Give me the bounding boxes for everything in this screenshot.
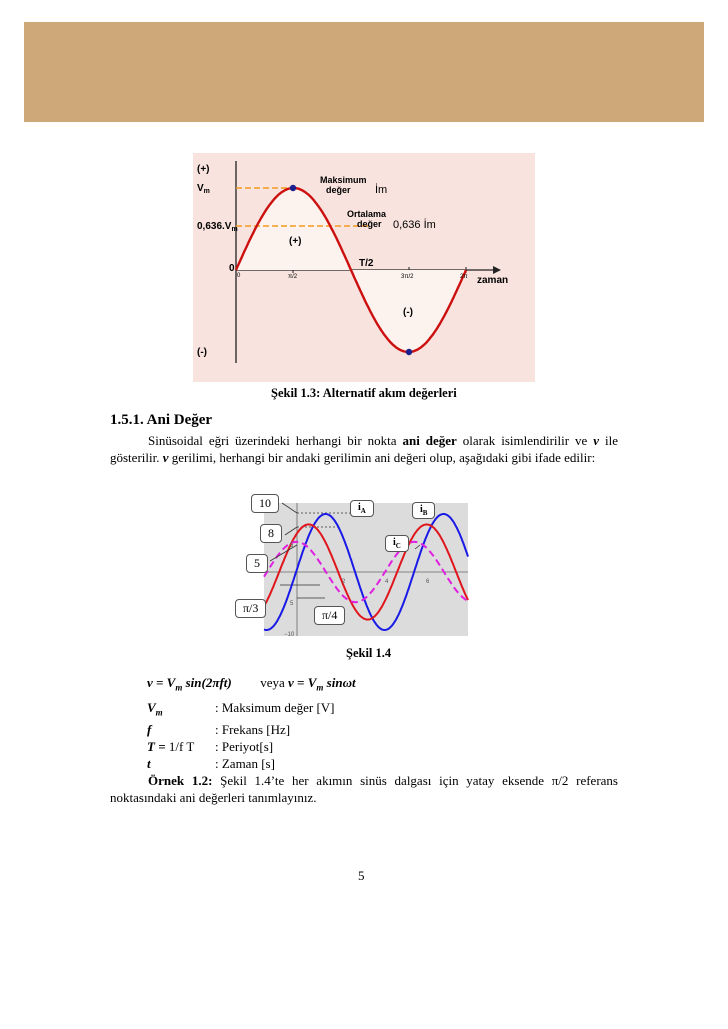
tick-neg10: −10 bbox=[284, 632, 295, 638]
example-paragraph: Örnek 1.2: Şekil 1.4’te her akımın sinüs dalgası için yatay eksende π/2 referans noktasındaki ani değerleri tanımlayınız. bbox=[110, 773, 618, 805]
figure2-caption: Şekil 1.4 bbox=[346, 646, 392, 660]
avg-im-label: 0,636 İm bbox=[393, 219, 436, 231]
label-iA: $i_A$ bbox=[350, 500, 374, 517]
callout-8: 8 bbox=[260, 524, 282, 543]
max-label-1: Maksimum bbox=[320, 175, 367, 185]
avg-label-2: değer bbox=[357, 219, 382, 229]
im-label: İm bbox=[375, 184, 388, 196]
def-row-t-time: t : Zaman [s] bbox=[147, 756, 275, 772]
positive-region-label: (+) bbox=[289, 236, 302, 247]
callout-pi4: π/4 bbox=[314, 606, 345, 625]
section-heading: 1.5.1. Ani Değer bbox=[110, 412, 213, 428]
y-top-label: (+) bbox=[197, 164, 210, 175]
section-paragraph: Sinüsoidal eğri üzerindeki herhangi bir nokta ani değer olarak isimlendirilir ve v ile gösterilir. v gerilimi, herhangi bir andaki gerilimin ani değeri olup, aşağıdaki gibi ifade edilir: bbox=[110, 433, 618, 465]
y-bottom-label: (-) bbox=[197, 347, 207, 358]
t-half-label: T/2 bbox=[359, 258, 374, 269]
plot-background bbox=[264, 503, 468, 636]
page-number: 5 bbox=[358, 868, 365, 883]
callout-10: 10 bbox=[251, 494, 279, 513]
def-row-vm: $V_m$ : Maksimum değer [V] bbox=[147, 699, 335, 718]
ac-values-diagram bbox=[193, 153, 535, 382]
header-band bbox=[24, 22, 704, 122]
def-row-t-period: T = 1/f T : Periyot[s] bbox=[147, 739, 274, 755]
figure-three-currents bbox=[230, 493, 470, 638]
callout-pi3: π/3 bbox=[235, 599, 266, 618]
x-pi2-tick: π/2 bbox=[288, 274, 298, 280]
zero-label: 0 bbox=[229, 263, 235, 274]
max-label-2: değer bbox=[326, 185, 351, 195]
avg-label-1: Ortalama bbox=[347, 209, 387, 219]
x-3pi2-tick: 3π/2 bbox=[401, 274, 414, 280]
def-row-f: f : Frekans [Hz] bbox=[147, 722, 291, 738]
label-iB: $i_B$ bbox=[412, 502, 435, 519]
formula-line: $v = V_m$ sin(2πft) veya $v = V_m$ sinωt bbox=[147, 675, 356, 693]
x-2pi-tick: 2π bbox=[460, 274, 468, 280]
formula-block bbox=[147, 674, 356, 772]
tick-5: 5 bbox=[290, 543, 294, 549]
max-point bbox=[290, 185, 296, 191]
x-zero-tick: 0 bbox=[237, 273, 241, 279]
vm-label: $V_m$ bbox=[197, 183, 210, 195]
min-point bbox=[406, 349, 412, 355]
tick-4: 4 bbox=[385, 579, 389, 585]
callout-5: 5 bbox=[246, 554, 268, 573]
negative-region-label: (-) bbox=[403, 307, 413, 318]
figure-ac-values bbox=[193, 153, 535, 382]
figure1-caption: Şekil 1.3: Alternatif akım değerleri bbox=[271, 386, 457, 400]
tick-6: 6 bbox=[426, 579, 430, 585]
label-iC: $i_C$ bbox=[385, 535, 409, 552]
x-axis-label: zaman bbox=[477, 275, 509, 286]
avg-value-label: $0,636.V_m$ bbox=[197, 221, 238, 233]
tick-neg5: 5 bbox=[290, 601, 294, 607]
tick-2: 2 bbox=[342, 579, 346, 585]
